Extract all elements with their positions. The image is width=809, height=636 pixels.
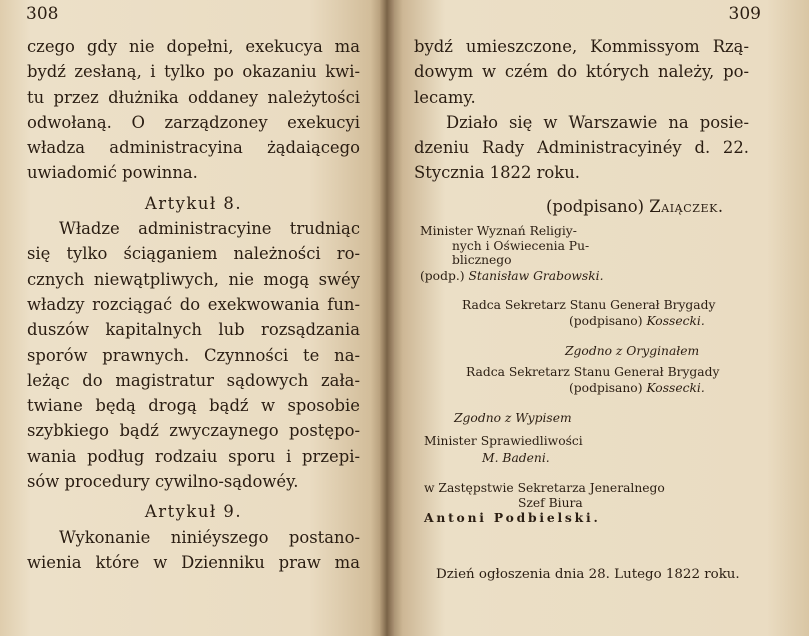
- text-line: odwołaną. O zarządzoney exekucyi: [27, 112, 360, 132]
- text-line: cznych niewątpliwych, nie mogą swéy: [27, 269, 360, 289]
- publication-date: Dzień ogłoszenia dnia 28. Lutego 1822 roku.: [436, 567, 740, 582]
- radca-title-2: Radca Sekretarz Stanu Generał Brygady: [466, 365, 720, 379]
- minister-wyznan-signature: (podp.) Stanisław Grabowski.: [420, 269, 604, 283]
- radca-signature-1: (podpisano) Kossecki.: [569, 314, 705, 328]
- text-line: Wykonanie niniéyszego postano-: [59, 527, 360, 547]
- zgodno-wypisem: Zgodno z Wypisem: [454, 411, 572, 425]
- text-line: władza administracyina żądaiącego: [27, 138, 360, 158]
- minister-sprawiedliwosci: Minister Sprawiedliwości: [424, 434, 583, 448]
- text-line: duszów kapitalnych lub rozsądzania: [27, 320, 360, 340]
- page-number-left: 308: [26, 4, 59, 24]
- text-line: sów procedury cywilno-sądowéy.: [27, 472, 299, 492]
- book-gutter: [380, 0, 394, 636]
- szef-biura: Szef Biura: [518, 496, 583, 510]
- text-line: dowym w czém do których należy, po-: [414, 62, 749, 82]
- text-line: lecamy.: [414, 87, 476, 107]
- text-line: sporów prawnych. Czynności te na-: [27, 345, 360, 365]
- signature-zaiaczek: [546, 197, 724, 216]
- signed-prefix: (podpisano): [546, 197, 644, 216]
- text-line: dzeniu Rady Administracyinéy d. 22.: [414, 138, 749, 158]
- article-9-heading: Artykuł 9.: [144, 502, 243, 522]
- text-line: wania podług rodzaiu sporu i przepi-: [27, 446, 360, 466]
- text-line: tu przez dłużnika oddaney należytości: [27, 87, 360, 107]
- zastepstwo-line: w Zastępstwie Sekretarza Jeneralnego: [424, 481, 665, 495]
- right-page-text: [414, 34, 749, 186]
- text-line: bydź umieszczone, Kommissyom Rzą-: [414, 37, 749, 56]
- text-line: Stycznia 1822 roku.: [414, 163, 580, 183]
- text-line: leżąc do magistratur sądowych zała-: [27, 370, 360, 390]
- article-8-heading: Artykuł 8.: [144, 193, 243, 213]
- page-number-right: 309: [728, 4, 761, 24]
- podbielski-signature: Antoni Podbielski.: [424, 510, 601, 525]
- text-line: Władze administracyine trudniąc: [59, 219, 360, 239]
- text-line: władzy rozciągać do exekwowania fun-: [27, 294, 360, 314]
- text-line: szybkiego bądź zwyczaynego postępo-: [27, 421, 360, 441]
- text-line: wienia które w Dzienniku praw ma: [27, 552, 360, 572]
- text-line: uwiadomić powinna.: [27, 163, 198, 183]
- radca-signature-2: (podpisano) Kossecki.: [569, 381, 705, 395]
- text-line: Działo się w Warszawie na posie-: [446, 112, 749, 132]
- badeni-signature: M. Badeni.: [482, 451, 550, 465]
- text-line: czego gdy nie dopełni, exekucya ma: [27, 37, 360, 56]
- text-line: twiane będą drogą bądź w sposobie: [27, 396, 360, 416]
- signed-name: Zaiączek.: [649, 197, 724, 216]
- radca-title-1: Radca Sekretarz Stanu Generał Brygady: [462, 298, 716, 312]
- left-page-text: [27, 34, 360, 575]
- minister-wyznan-title: Minister Wyznań Religiy- nych i Oświecenia Pu- blicznego: [420, 224, 590, 267]
- zgodno-oryginalem: Zgodno z Oryginałem: [565, 344, 700, 358]
- text-line: bydź zesłaną, i tylko po okazaniu kwi-: [27, 62, 360, 82]
- text-line: się tylko ściąganiem należności ro-: [27, 244, 360, 264]
